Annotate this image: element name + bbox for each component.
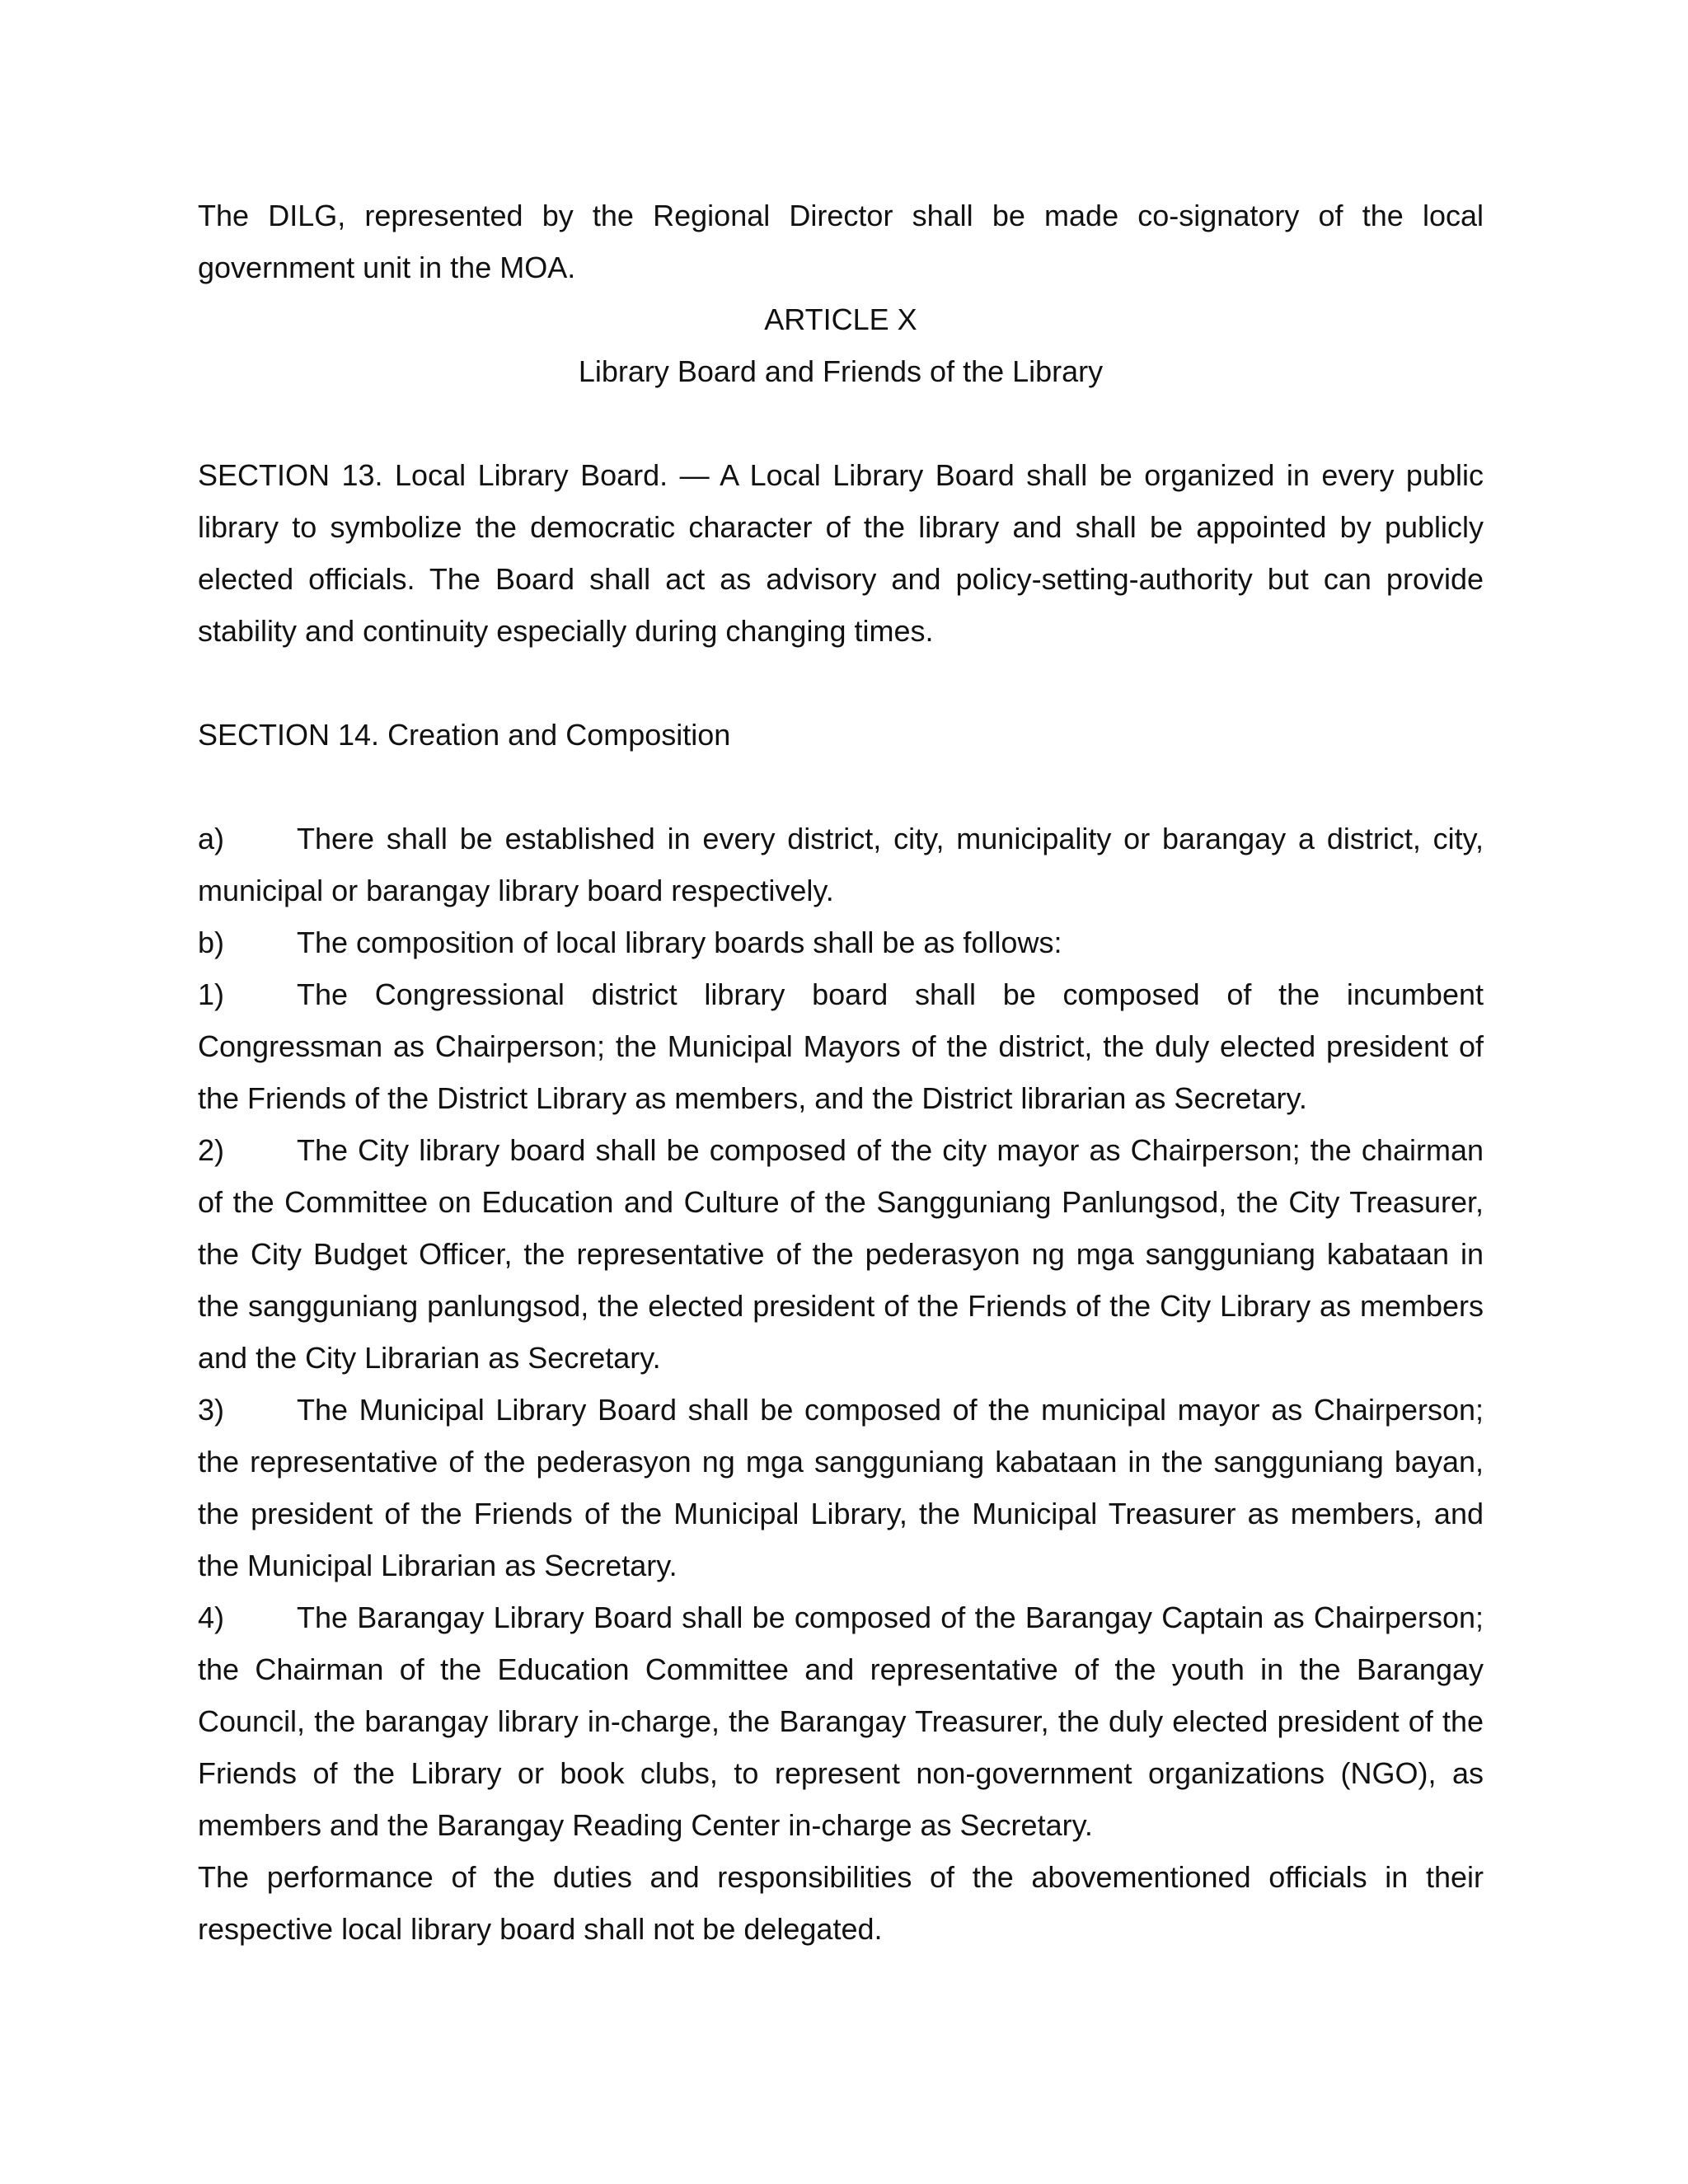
list-item-text: The Barangay Library Board shall be composed of the Barangay Captain as Chairperson; the Chairman of the Education Committee and representative of the youth in the Barangay Council, the barangay library in-charge, the Barangay Treasurer, the duly elected president of the Friends of the Library or book clubs, to represent non-government organizations (NGO), as members and the Barangay Reading Center in-charge as Secretary.: [198, 1601, 1484, 1842]
list-item-text: The City library board shall be composed of the city mayor as Chairperson; the chairman of the Committee on Education and Culture of the Sangguniang Panlungsod, the City Treasurer, the City Budget Officer, the representative of the pederasyon ng mga sangguniang kabataan in the sangguniang panlungsod, the elected president of the Friends of the City Library as members and the City Librarian as Secretary.: [198, 1133, 1484, 1375]
article-subtitle: Library Board and Friends of the Library: [578, 354, 1104, 388]
list-item-3: [198, 1384, 1484, 1591]
section-14-heading: SECTION 14. Creation and Composition: [198, 718, 731, 752]
list-item-4: [198, 1591, 1484, 1851]
section-13-paragraph: SECTION 13. Local Library Board. — A Local Library Board shall be organized in every public library to symbolize the democratic character of the library and shall be appointed by publicly elected officials. The Board shall act as advisory and policy-setting-authority but can provide stability and continuity especially during changing times.: [198, 458, 1484, 648]
article-title: ARTICLE X: [764, 302, 917, 336]
list-marker: 1): [198, 977, 225, 1011]
list-item-text: There shall be established in every district, city, municipality or barangay a district, city, municipal or barangay library board respectively.: [198, 822, 1484, 907]
list-marker: 2): [198, 1133, 225, 1167]
list-item-text: The composition of local library boards shall be as follows:: [297, 926, 1062, 959]
list-item-1: [198, 968, 1484, 1124]
spacer: [198, 761, 1484, 813]
list-item-2: [198, 1124, 1484, 1384]
document-body: [198, 190, 1484, 1955]
list-marker: 3): [198, 1393, 225, 1427]
list-item-a: [198, 813, 1484, 916]
closing-paragraph: The performance of the duties and responsibilities of the abovementioned officials in their respective local library board shall not be delegated.: [198, 1860, 1484, 1946]
list-item-text: The Congressional district library board shall be composed of the incumbent Congressman as Chairperson; the Municipal Mayors of the district, the duly elected president of the Friends of the District Library as members, and the District librarian as Secretary.: [198, 977, 1484, 1115]
intro-paragraph: The DILG, represented by the Regional Director shall be made co-signatory of the local government unit in the MOA.: [198, 199, 1484, 284]
list-item-b: [198, 916, 1484, 968]
spacer: [198, 397, 1484, 449]
spacer: [198, 657, 1484, 709]
list-marker: a): [198, 822, 225, 855]
list-marker: b): [198, 926, 225, 959]
list-item-text: The Municipal Library Board shall be composed of the municipal mayor as Chairperson; the representative of the pederasyon ng mga sangguniang kabataan in the sangguniang bayan, the president of the Friends of the Municipal Library, the Municipal Treasurer as members, and the Municipal Librarian as Secretary.: [198, 1393, 1484, 1582]
list-marker: 4): [198, 1601, 225, 1634]
